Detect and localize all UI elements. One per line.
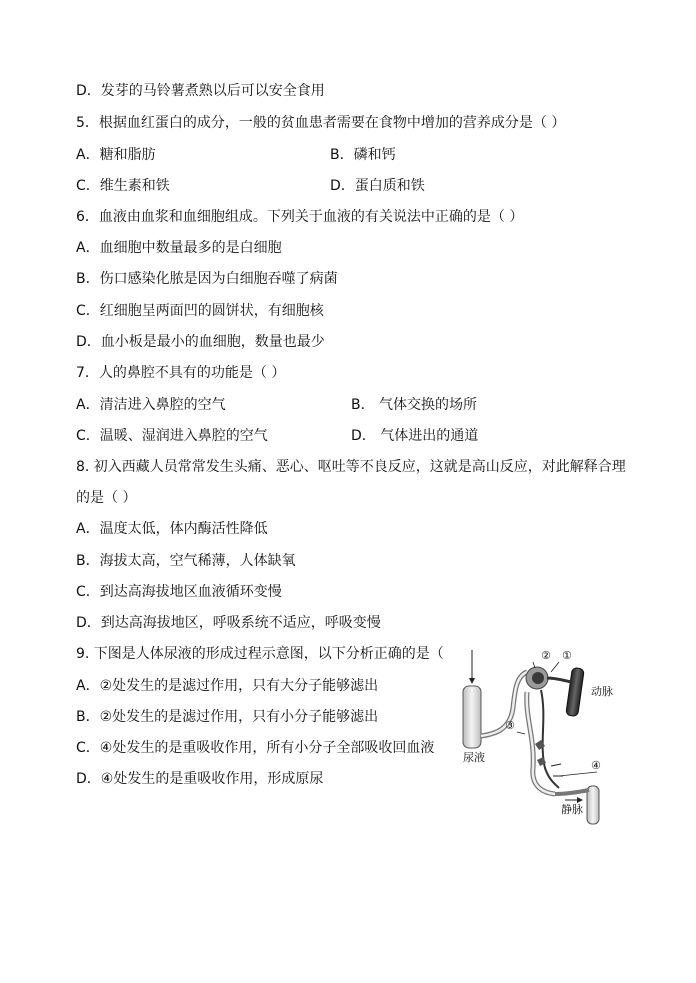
q7-option-d: D． 气体进出的通道 [351, 428, 479, 444]
collecting-duct [463, 686, 481, 748]
peritubular-capillary [541, 690, 559, 788]
q6-option-a: A．血细胞中数量最多的是白细胞 [76, 240, 282, 256]
q5-option-d: D．蛋白质和铁 [330, 178, 425, 194]
artery-vessel [566, 667, 585, 716]
q9-stem: 9. 下图是人体尿液的形成过程示意图，以下分析正确的是（ [76, 646, 444, 662]
q9-option-d: D．④处发生的是重吸收作用，形成原尿 [76, 771, 324, 787]
figure-label-3: ③ [505, 719, 515, 732]
q7-option-a: A．清洁进入鼻腔的空气 [76, 397, 226, 413]
q8-option-a: A．温度太低，体内酶活性降低 [76, 521, 268, 537]
q5-stem: 5．根据血红蛋白的成分，一般的贫血患者需要在食物中增加的营养成分是（ ） [76, 115, 566, 131]
figure-label-vein: 静脉 [561, 803, 583, 816]
capillary-knots [535, 740, 546, 766]
nephron-diagram-drawing [455, 648, 615, 828]
q9-option-b: B．②处发生的是滤过作用，只有小分子能够滤出 [76, 709, 379, 725]
nephron-diagram [455, 648, 615, 828]
figure-label-2: ② [541, 649, 551, 662]
q9-option-a: A．②处发生的是滤过作用，只有大分子能够滤出 [76, 678, 379, 694]
q8-option-b: B．海拔太高，空气稀薄，人体缺氧 [76, 553, 296, 569]
q6-option-d: D．血小板是最小的血细胞，数量也最少 [76, 334, 325, 350]
vein-branch [555, 790, 589, 794]
figure-label-4: ④ [591, 759, 601, 772]
q8-stem-line1: 8. 初入西藏人员常常发生头痛、恶心、呕吐等不良反应，这就是高山反应，对此解释合理 [76, 459, 626, 475]
glomerulus [532, 672, 544, 684]
q4-option-d: D．发芽的马铃薯煮熟以后可以安全食用 [76, 83, 325, 99]
q5-option-a: A．糖和脂肪 [76, 147, 156, 163]
inflow-arrowhead [469, 678, 475, 684]
q6-option-c: C．红细胞呈两面凹的圆饼状，有细胞核 [76, 303, 324, 319]
afferent-arteriole [547, 678, 571, 682]
reabsorption-arrow-1 [551, 764, 561, 766]
q8-option-c: C．到达高海拔地区血液循环变慢 [76, 584, 282, 600]
q6-option-b: B．伤口感染化脓是因为白细胞吞噬了病菌 [76, 271, 338, 287]
q5-option-c: C．维生素和铁 [76, 178, 170, 194]
q6-stem: 6．血液由血浆和血细胞组成。下列关于血液的有关说法中正确的是（ ） [76, 209, 524, 225]
q9-option-c: C．④处发生的是重吸收作用，所有小分子全部吸收回血液 [76, 740, 435, 756]
q8-option-d: D．到达高海拔地区，呼吸系统不适应，呼吸变慢 [76, 615, 381, 631]
figure-label-1: ① [562, 649, 572, 662]
q8-stem-line2: 的是（ ） [76, 490, 137, 506]
q7-option-b: B． 气体交换的场所 [351, 397, 478, 413]
figure-label-urine: 尿液 [463, 751, 485, 764]
label4-leader [559, 772, 597, 776]
q5-option-b: B．磷和钙 [330, 147, 396, 163]
label1-leader [551, 662, 559, 672]
q7-option-c: C．温暖、湿润进入鼻腔的空气 [76, 428, 268, 444]
figure-label-artery: 动脉 [591, 685, 613, 698]
q7-stem: 7．人的鼻腔不具有的功能是（ ） [76, 365, 286, 381]
label3-leader [517, 732, 525, 734]
